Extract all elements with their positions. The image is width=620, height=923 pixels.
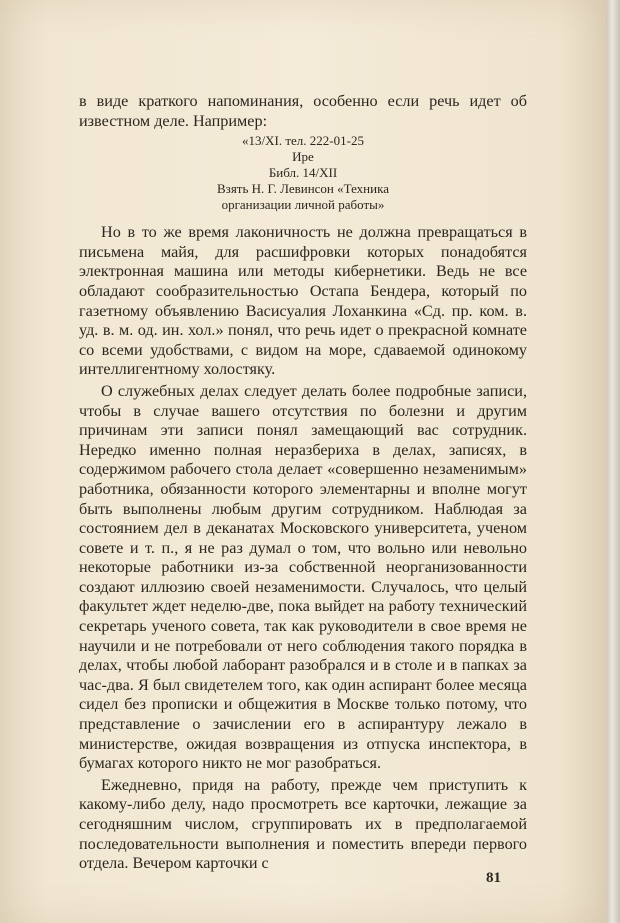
paragraph-brevity: Но в то же время лаконичность не должна превращаться в письмена майя, для расшифровки которых понадобятся электронная машина или методы кибернетики. Ведь не все обладают сообразительностью Остапа Бендера, который по газетному объявлению Васисуалия Лоханкина «Сд. пр. ком. в. уд. в. м. од. ин. хол.» понял, что речь идет о прекрасной комнате со всеми удобствами, с видом на море, сдаваемой одинокому интеллигентному холостяку.: [79, 223, 527, 379]
paragraph-work-notes: О служебных делах следует делать более подробные записи, чтобы в случае вашего отсутствия по болезни и другим причинам эти записи понял замещающий вас сотрудник. Нередко именно полная неразбериха в делах, записях, в содержимом рабочего стола делает «совершенно незаменимым» работника, обязанности которого элементарны и вполне могут быть выполнены любым другим сотрудником. Наблюдая за состоянием дел в деканатах Московского университета, ученом совете и т. п., я не раз думал о том, что вольно или невольно некоторые работники из-за собственной неорганизованности создают иллюзию своей незаменимости. Случалось, что целый факультет ждет неделю-две, пока выйдет на работу технический секретарь ученого совета, так как руководители в свое время не научили и не потребовали от него соблюдения такого порядка в делах, чтобы любой лаборант разобрался и в столе и в папках за час-два. Я был свидетелем того, как один аспирант более месяца сидел без прописки и общежития в Москве только потому, что представление о зачислении его в аспирантуру лежало в министерстве, ожидая возвращения из отпуска инспектора, в бумагах которого никто не мог разобраться.: [79, 381, 527, 773]
paragraph-daily-routine: Ежедневно, придя на работу, прежде чем приступить к какому-либо делу, надо просмотреть все карточки, лежащие за сегодняшним числом, сгруппировать их в предполагаемой последовательности выполнения и поместить впереди первого отдела. Вечером карточки с: [79, 775, 527, 873]
quoted-note: [79, 133, 527, 213]
page-edge: [606, 0, 620, 923]
quote-line-name: Ире: [292, 149, 314, 165]
page-text: [79, 92, 527, 874]
quote-line-library: Библ. 14/XII: [268, 165, 338, 181]
paragraph-intro: в виде краткого напоминания, особенно если речь идет об известном деле. Например:: [79, 92, 527, 130]
page-number: 81: [486, 870, 501, 886]
quote-line-book: Взять Н. Г. Левинсон «Техника: [217, 181, 389, 197]
quote-line-date-phone: «13/XI. тел. 222-01-25: [242, 133, 364, 149]
quote-line-title: организации личной работы»: [221, 197, 385, 213]
